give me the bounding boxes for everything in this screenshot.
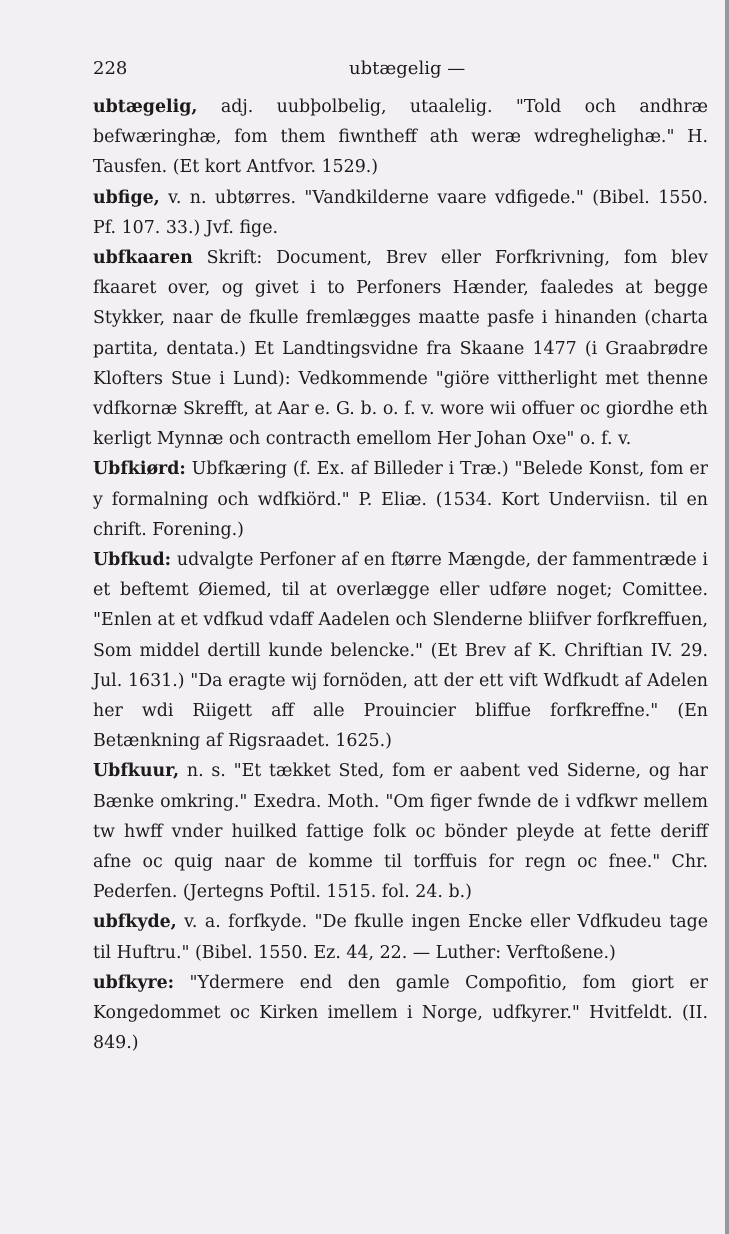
page-header (93, 58, 633, 84)
dictionary-entry (93, 756, 708, 907)
entry-text: n. s. "Et tækket Sted, fom er aabent ved Siderne, og har Bænke omkring." Exedra. Moth. "Om figer fwnde de i vdfkwr mellem tw hwff vnder huilked fattige folk oc bönder pleyde at fette deriff afne oc quig naar de komme til torffuis for regn oc fnee." Chr. Pederfen. (Jertegns Poftil. 1515. fol. 24. b.) (93, 761, 708, 903)
entry-headword: ubfkyde, (93, 912, 177, 933)
dictionary-entry (93, 92, 708, 183)
entries-body (93, 92, 708, 1059)
entry-text: adj. uubþolbelig, utaalelig. "Told och andhræ befwæringhæ, fom them fiwntheff ath weræ wdreghelighæ." H. Tausfen. (Et kort Antfvor. 1529.) (93, 97, 708, 178)
entry-text: Skrift: Document, Brev eller Forfkrivning, fom blev fkaaret over, og givet i to Perfoners Hænder, faaledes at begge Stykker, naar de fkulle fremlægges maatte pasfe i hinanden (charta partita, dentata.) Et Landtingsvidne fra Skaane 1477 (i Graabrødre Klofters Stue i Lund): Vedkommende "giöre vittherlight met thenne vdfkornæ Skrefft, at Aar e. G. b. o. f. v. wore wii offuer oc giordhe eth kerligt Mynnæ och contracth emellom Her Johan Oxe" o. f. v. (93, 248, 708, 450)
entry-headword: ubfige, (93, 187, 160, 208)
dictionary-entry (93, 968, 708, 1059)
entry-headword: ubtægelig, (93, 97, 198, 117)
dictionary-entry (93, 545, 708, 756)
dictionary-entry (93, 454, 708, 545)
dictionary-entry (93, 907, 708, 967)
page-number: 228 (93, 58, 128, 79)
dictionary-entry (93, 243, 708, 454)
entry-headword: ubfkyre: (93, 972, 175, 993)
entry-headword: Ubfkuur, (93, 761, 180, 782)
entry-text: v. n. ubtørres. "Vandkilderne vaare vdfigede." (Bibel. 1550. Pf. 107. 33.) Jvf. fige. (93, 187, 708, 238)
entry-headword: ubfkaaren (93, 248, 193, 269)
entry-headword: Ubfkud: (93, 550, 172, 571)
dictionary-entry (93, 183, 708, 243)
entry-text: "Ydermere end den gamle Compofitio, fom giort er Kongedommet oc Kirken imellem i Norge, udfkyrer." Hvitfeldt. (II. 849.) (93, 972, 708, 1054)
entry-headword: Ubfkiørd: (93, 459, 186, 480)
entry-text: v. a. forfkyde. "De fkulle ingen Encke eller Vdfkudeu tage til Huftru." (Bibel. 1550. Ez. 44, 22. — Luther: Verftoßene.) (93, 912, 708, 963)
entry-text: udvalgte Perfoner af en ftørre Mængde, der fammentræde i et beftemt Øiemed, til at overlægge eller udføre noget; Comittee. "Enlen at et vdfkud vdaff Aadelen och Slenderne bliifver forfkreffuen, Som middel dertill kunde belencke." (Et Brev af K. Chriftian IV. 29. Jul. 1631.) "Da eragte wij fornöden, att der ett vift Wdfkudt af Adelen her wdi Riigett aff alle Prouincier bliffue forfkreffne." (En Betænkning af Rigsraadet. 1625.) (93, 550, 708, 752)
entry-text: Ubfkæring (f. Ex. af Billeder i Træ.) "Belede Konst, fom er y formalning och wdfkiörd." P. Eliæ. (1534. Kort Underviisn. til en chrift. Forening.) (93, 459, 708, 540)
running-head: ubtægelig — (349, 58, 466, 79)
